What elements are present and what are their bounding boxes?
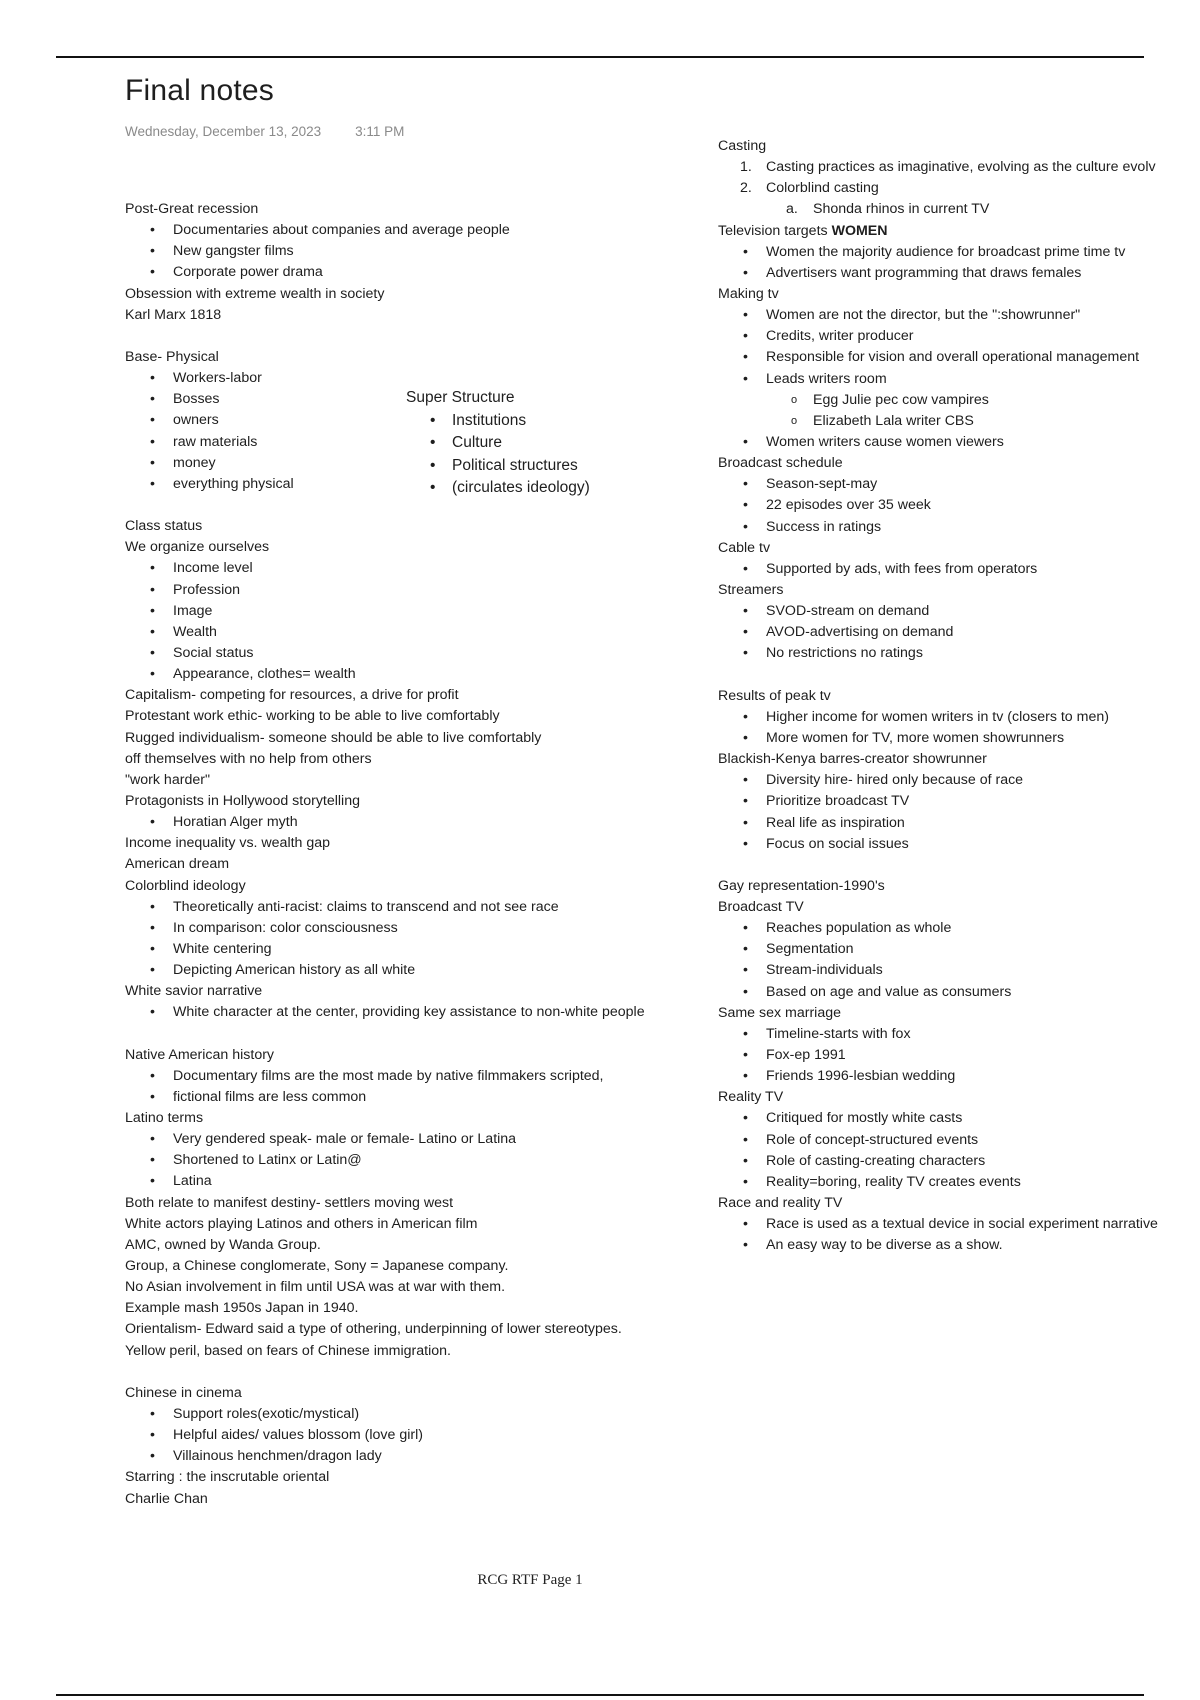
note-heading: Cable tv bbox=[718, 539, 771, 556]
note-bullet: • Supported by ads, with fees from operators bbox=[718, 559, 1200, 580]
note-bullet: • Support roles(exotic/mystical) bbox=[125, 1404, 715, 1425]
note-bullet: • Advertisers want programming that draws females bbox=[718, 263, 1200, 284]
numbered-item-text: Casting practices as imaginative, evolving as the culture evolv bbox=[766, 159, 1156, 176]
note-bullet: • Workers-labor bbox=[125, 368, 715, 389]
note-bullet: • Horatian Alger myth bbox=[125, 812, 715, 833]
heading-text: Television targets bbox=[718, 222, 832, 239]
note-line: Protagonists in Hollywood storytelling bbox=[125, 792, 360, 809]
note-heading: Broadcast schedule bbox=[718, 455, 843, 472]
note-bullet: • Documentaries about companies and average people bbox=[125, 220, 715, 241]
note-bullet: • Race is used as a textual device in social experiment narrative bbox=[718, 1214, 1200, 1235]
note-bullet: • Diversity hire- hired only because of race bbox=[718, 770, 1200, 791]
note-bullet: • Role of casting-creating characters bbox=[718, 1151, 1200, 1172]
note-bullet: • 22 episodes over 35 week bbox=[718, 495, 1200, 516]
note-heading: Same sex marriage bbox=[718, 1004, 842, 1021]
note-bullet: • Appearance, clothes= wealth bbox=[125, 664, 715, 685]
note-bullet: • Friends 1996-lesbian wedding bbox=[718, 1066, 1200, 1087]
note-bullet: • In comparison: color consciousness bbox=[125, 918, 715, 939]
note-bullet: • Focus on social issues bbox=[718, 834, 1200, 855]
bottom-rule bbox=[56, 1694, 1144, 1696]
note-bullet: • Women writers cause women viewers bbox=[718, 432, 1200, 453]
note-bullet: • Higher income for women writers in tv (closers to men) bbox=[718, 707, 1200, 728]
note-line: White actors playing Latinos and others in American film bbox=[125, 1215, 478, 1232]
note-bullet: • raw materials bbox=[125, 432, 715, 453]
note-bullet: • SVOD-stream on demand bbox=[718, 601, 1200, 622]
note-bullet: • Theoretically anti-racist: claims to transcend and not see race bbox=[125, 897, 715, 918]
note-bullet: • money bbox=[125, 453, 715, 474]
note-bullet: • Culture bbox=[406, 432, 646, 455]
note-heading: Base- Physical bbox=[125, 348, 219, 365]
note-bullet: • New gangster films bbox=[125, 241, 715, 262]
note-heading: Casting bbox=[718, 138, 767, 154]
note-bullet: • No restrictions no ratings bbox=[718, 643, 1200, 664]
note-bullet: • Reaches population as whole bbox=[718, 918, 1200, 939]
note-bullet: • Social status bbox=[125, 643, 715, 664]
right-notes-column bbox=[718, 136, 1200, 1256]
note-bullet: • Reality=boring, reality TV creates events bbox=[718, 1172, 1200, 1193]
note-line: Protestant work ethic- working to be able to live comfortably bbox=[125, 708, 500, 725]
note-line: Obsession with extreme wealth in society bbox=[125, 285, 385, 302]
note-line: Rugged individualism- someone should be able to live comfortably bbox=[125, 729, 542, 746]
note-bullet: • Critiqued for mostly white casts bbox=[718, 1108, 1200, 1129]
note-heading: Results of peak tv bbox=[718, 687, 831, 704]
note-bullet: • (circulates ideology) bbox=[406, 477, 646, 500]
note-bullet: • Credits, writer producer bbox=[718, 326, 1200, 347]
note-heading: Making tv bbox=[718, 285, 779, 302]
note-bullet: • Real life as inspiration bbox=[718, 813, 1200, 834]
top-rule bbox=[56, 56, 1144, 58]
note-bullet: • fictional films are less common bbox=[125, 1087, 715, 1108]
note-line: Charlie Chan bbox=[125, 1490, 208, 1507]
note-bullet: • owners bbox=[125, 410, 715, 431]
lettered-item-text: Shonda rhinos in current TV bbox=[813, 201, 990, 218]
note-heading: Chinese in cinema bbox=[125, 1384, 242, 1401]
note-line: AMC, owned by Wanda Group. bbox=[125, 1236, 321, 1253]
note-heading: Race and reality TV bbox=[718, 1195, 843, 1212]
note-heading: Blackish-Kenya barres-creator showrunner bbox=[718, 751, 987, 768]
note-bullet: • Fox-ep 1991 bbox=[718, 1045, 1200, 1066]
note-bullet: • Very gendered speak- male or female- Latino or Latina bbox=[125, 1129, 715, 1150]
note-bullet: • Shortened to Latinx or Latin@ bbox=[125, 1150, 715, 1171]
note-bullet: • Helpful aides/ values blossom (love girl) bbox=[125, 1425, 715, 1446]
list-number: 1. bbox=[740, 159, 752, 176]
note-line: Income inequality vs. wealth gap bbox=[125, 835, 331, 852]
page-date: Wednesday, December 13, 2023 bbox=[125, 124, 322, 139]
note-heading bbox=[718, 221, 1200, 242]
note-bullet: • Documentary films are the most made by native filmmakers scripted, bbox=[125, 1066, 715, 1087]
lettered-item bbox=[718, 199, 1200, 220]
note-bullet: • Institutions bbox=[406, 410, 646, 433]
spacer bbox=[125, 1023, 715, 1044]
note-bullet: • White character at the center, providing key assistance to non-white people bbox=[125, 1002, 715, 1023]
note-bullet: • Women the majority audience for broadcast prime time tv bbox=[718, 242, 1200, 263]
note-bullet: • Leads writers room bbox=[718, 369, 1200, 390]
note-line: Both relate to manifest destiny- settlers moving west bbox=[125, 1194, 454, 1211]
note-line: White savior narrative bbox=[125, 983, 263, 1000]
note-line: Karl Marx 1818 bbox=[125, 306, 222, 323]
note-bullet: • An easy way to be diverse as a show. bbox=[718, 1235, 1200, 1256]
heading-emphasis: WOMEN bbox=[831, 222, 888, 239]
note-heading: Latino terms bbox=[125, 1110, 204, 1127]
spacer bbox=[125, 1362, 715, 1383]
note-line: Orientalism- Edward said a type of othering, underpinning of lower stereotypes. bbox=[125, 1321, 622, 1338]
note-bullet: • Success in ratings bbox=[718, 517, 1200, 538]
spacer bbox=[125, 326, 715, 347]
note-bullet: • Timeline-starts with fox bbox=[718, 1024, 1200, 1045]
page-time: 3:11 PM bbox=[355, 124, 405, 139]
numbered-item bbox=[718, 157, 1200, 178]
note-bullet: • Responsible for vision and overall operational management bbox=[718, 347, 1200, 368]
note-bullet: • Based on age and value as consumers bbox=[718, 982, 1200, 1003]
page-footer: RCG RTF Page 1 bbox=[477, 1572, 583, 1588]
note-heading: Native American history bbox=[125, 1046, 275, 1063]
note-bullet: • Women are not the director, but the ":showrunner" bbox=[718, 305, 1200, 326]
note-sub-bullet: o Egg Julie pec cow vampires bbox=[718, 390, 1200, 411]
note-bullet: • Depicting American history as all white bbox=[125, 960, 715, 981]
page-title: Final notes bbox=[125, 74, 274, 107]
note-bullet: • More women for TV, more women showrunners bbox=[718, 728, 1200, 749]
super-structure-block bbox=[406, 387, 646, 500]
note-line: Colorblind ideology bbox=[125, 877, 246, 894]
note-bullet: • Latina bbox=[125, 1171, 715, 1192]
note-bullet: • Bosses bbox=[125, 389, 715, 410]
note-line: No Asian involvement in film until USA was at war with them. bbox=[125, 1279, 506, 1296]
note-line: Group, a Chinese conglomerate, Sony = Japanese company. bbox=[125, 1258, 509, 1275]
note-line: American dream bbox=[125, 856, 230, 873]
note-bullet: • Prioritize broadcast TV bbox=[718, 791, 1200, 812]
note-heading: Reality TV bbox=[718, 1089, 784, 1106]
note-heading: Broadcast TV bbox=[718, 899, 804, 916]
spacer bbox=[718, 665, 1200, 686]
note-line: "work harder" bbox=[125, 771, 210, 788]
note-bullet: • Villainous henchmen/dragon lady bbox=[125, 1446, 715, 1467]
note-bullet: • Profession bbox=[125, 580, 715, 601]
note-bullet: • everything physical bbox=[125, 474, 715, 495]
note-line: We organize ourselves bbox=[125, 539, 270, 556]
note-bullet: • Role of concept-structured events bbox=[718, 1130, 1200, 1151]
note-heading: Gay representation-1990's bbox=[718, 877, 885, 894]
note-heading: Post-Great recession bbox=[125, 201, 259, 217]
note-bullet: • White centering bbox=[125, 939, 715, 960]
spacer bbox=[718, 855, 1200, 876]
numbered-item bbox=[718, 178, 1200, 199]
note-bullet: • Stream-individuals bbox=[718, 960, 1200, 981]
note-sub-bullet: o Elizabeth Lala writer CBS bbox=[718, 411, 1200, 432]
list-letter: a. bbox=[786, 201, 798, 218]
note-line: Example mash 1950s Japan in 1940. bbox=[125, 1300, 359, 1317]
note-line: Starring : the inscrutable oriental bbox=[125, 1469, 330, 1486]
list-number: 2. bbox=[740, 180, 752, 197]
note-bullet: • Income level bbox=[125, 558, 715, 579]
note-bullet: • Season-sept-may bbox=[718, 474, 1200, 495]
note-line: Yellow peril, based on fears of Chinese immigration. bbox=[125, 1342, 451, 1359]
super-structure-heading: Super Structure bbox=[406, 389, 515, 406]
note-heading: Class status bbox=[125, 518, 203, 535]
note-bullet: • Wealth bbox=[125, 622, 715, 643]
note-bullet: • Segmentation bbox=[718, 939, 1200, 960]
note-bullet: • Political structures bbox=[406, 455, 646, 478]
note-bullet: • Image bbox=[125, 601, 715, 622]
note-line: off themselves with no help from others bbox=[125, 750, 372, 767]
note-line: Capitalism- competing for resources, a drive for profit bbox=[125, 687, 459, 704]
note-bullet: • Corporate power drama bbox=[125, 262, 715, 283]
numbered-item-text: Colorblind casting bbox=[766, 180, 879, 197]
note-bullet: • AVOD-advertising on demand bbox=[718, 622, 1200, 643]
page-meta bbox=[125, 124, 404, 139]
note-heading: Streamers bbox=[718, 581, 784, 598]
